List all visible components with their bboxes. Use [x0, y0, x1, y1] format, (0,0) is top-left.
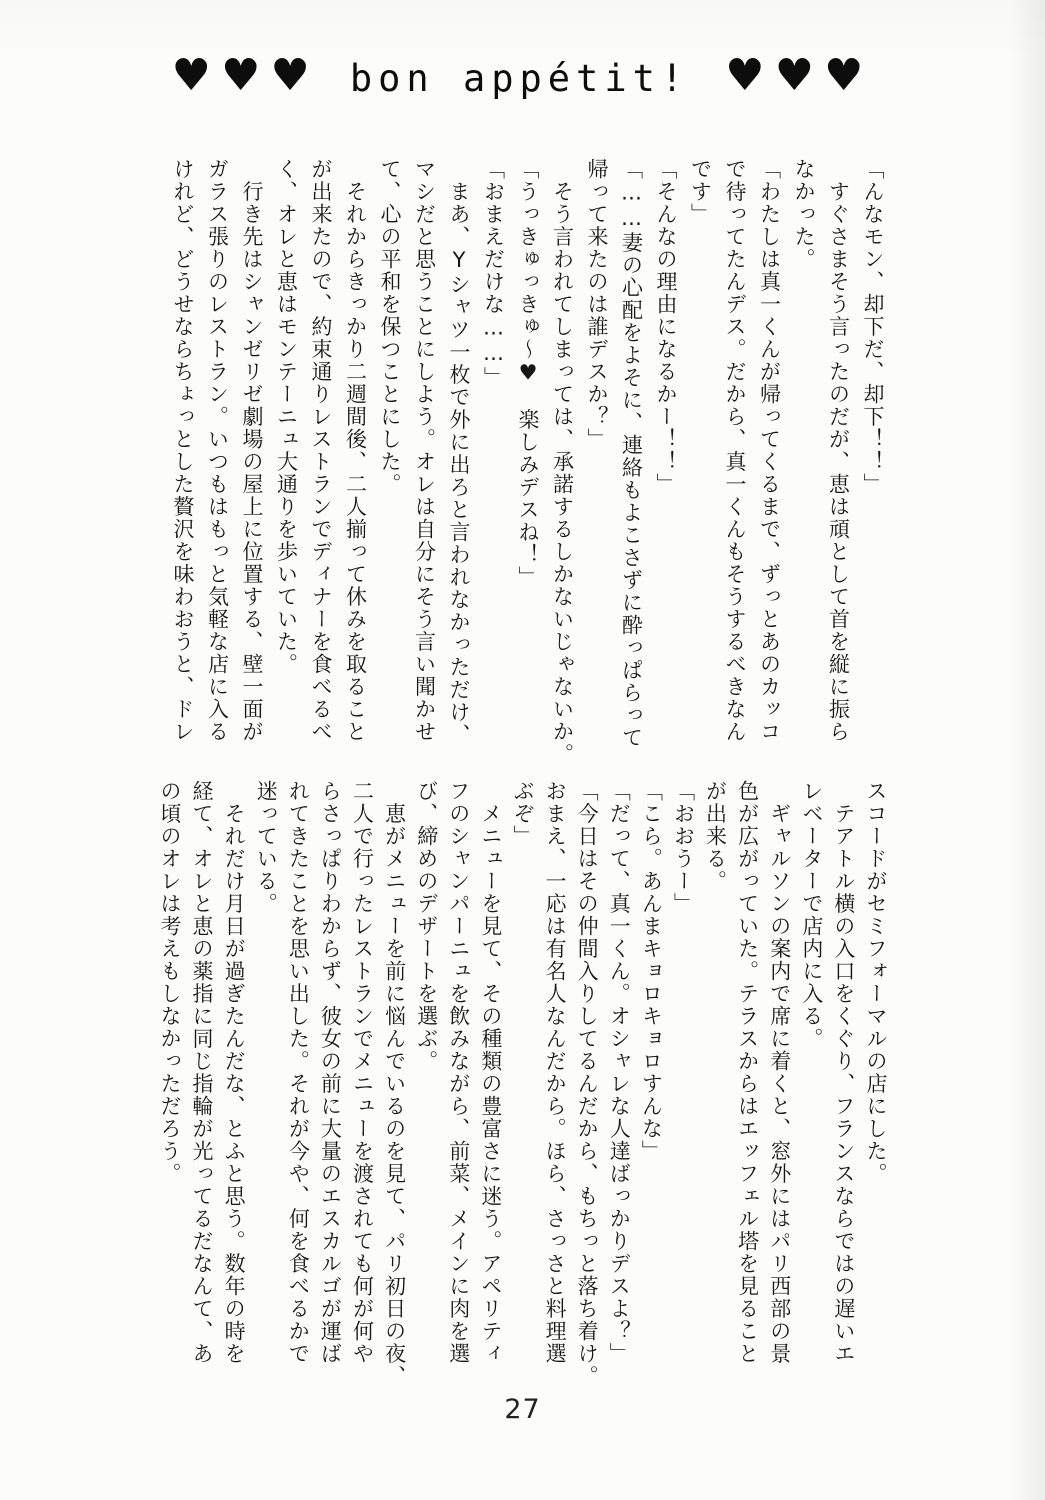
text-column: 「そんなの理由になるかー！！」	[654, 158, 678, 496]
text-column: ガラス張りのレストラン。いつもはもっと気軽な店に入る	[205, 158, 230, 743]
text-column: 帰って来たのは誰デスか？」	[585, 158, 609, 451]
text-column: それだけ月日が過ぎたんだな、とふと思う。数年の時を	[222, 780, 247, 1365]
text-column: 「……妻の心配をよそに、連絡もよこさずに酔っぱらって	[619, 158, 644, 749]
text-column: く、オレと恵はモンテーニュ大通りを歩いていた。	[274, 158, 299, 676]
text-column: 「おまえだけな……」	[481, 158, 506, 389]
page-number: 27	[504, 1394, 541, 1425]
text-column: 「わたしは真一くんが帰ってくるまで、ずっとあのカッコ	[757, 158, 782, 743]
text-column: 恵がメニューを前に悩んでいるのを見て、パリ初日の夜、	[382, 780, 407, 1388]
hearts-left-icon: ♥♥♥	[171, 50, 320, 101]
text-column: が出来る。	[703, 780, 728, 893]
text-column: けれど、どうせならちょっとした贅沢を味わおうと、ドレ	[171, 158, 195, 743]
text-column: 行き先はシャンゼリゼ劇場の屋上に位置する、壁一面が	[240, 158, 264, 743]
vertical-text-block-top	[166, 158, 891, 766]
page-header	[0, 50, 1045, 101]
text-column: スコードがセミフォーマルの店にした。	[864, 780, 888, 1185]
page-title: bon appétit!	[349, 56, 690, 100]
text-column: の頃のオレは考えもしなかっただろう。	[157, 780, 182, 1185]
text-column: 色が広がっていた。テラスからはエッフェル塔を見ること	[735, 780, 760, 1365]
vertical-text-block-bottom	[154, 780, 892, 1388]
text-column: まあ、Yシャツ一枚で外に出ろと言われなかっただけ、	[447, 158, 471, 746]
text-column: 「んなモン、却下だ、却下！！」	[861, 158, 885, 496]
text-column: らさっぱりわからず、彼女の前に大量のエスカルゴが運ば	[318, 780, 343, 1365]
hearts-right-icon: ♥♥♥	[725, 50, 874, 101]
text-column: 「うっきゅっきゅ～♥ 楽しみデスね！」	[516, 158, 540, 589]
text-column: おまえ、一応は有名人なんだから。ほら、さっさと料理選	[543, 780, 568, 1365]
text-column: フのシャンパーニュを飲みながら、前菜、メインに肉を選	[446, 780, 471, 1365]
text-column: 「おおうー」	[671, 780, 696, 915]
text-column: それからきっかり二週間後、二人揃って休みを取ること	[343, 158, 368, 743]
text-column: び、締めのデザートを選ぶ。	[414, 780, 439, 1073]
text-column: すぐさまそう言ったのだが、恵は頑として首を縦に振ら	[826, 158, 851, 743]
text-column: です」	[688, 158, 713, 226]
text-column: 「今日はその仲間入りしてるんだから、もちっと落ち着け。	[575, 780, 600, 1388]
text-column: で待ってたんデス。だから、真一くんもそうするべきなん	[723, 158, 747, 743]
text-column: 経て、オレと恵の薬指に同じ指輪が光ってるだなんて、あ	[190, 780, 215, 1365]
text-column: マシだと思うことにしよう。オレは自分にそう言い聞かせ	[412, 158, 437, 743]
text-column: レベーターで店内に入る。	[799, 780, 824, 1050]
text-column: そう言われてしまっては、承諾するしかないじゃないか。	[550, 158, 575, 766]
text-column: 「だって、真一くん。オシャレな人達ばっかりデスよ？」	[607, 780, 632, 1365]
text-column: れてきたことを思い出した。それが今や、何を食べるかで	[286, 780, 311, 1365]
text-column: 迷っている。	[254, 780, 279, 915]
text-column: ぶぞ」	[510, 780, 535, 848]
text-column: なかった。	[792, 158, 816, 271]
text-column: ギャルソンの案内で席に着くと、窓外にはパリ西部の景	[767, 780, 792, 1365]
text-column: 「こら。あんまキョロキョロすんな」	[639, 780, 664, 1163]
text-column: 二人で行ったレストランでメニューを渡されても何が何や	[350, 780, 375, 1365]
text-column: が出来たので、約束通りレストランでディナーを食べるべ	[309, 158, 333, 743]
text-column: て、心の平和を保つことにした。	[378, 158, 402, 496]
text-column: メニューを見て、その種類の豊富さに迷う。アペリティ	[478, 780, 503, 1365]
text-column: テアトル横の入口をくぐり、フランスならではの遅いエ	[831, 780, 856, 1365]
